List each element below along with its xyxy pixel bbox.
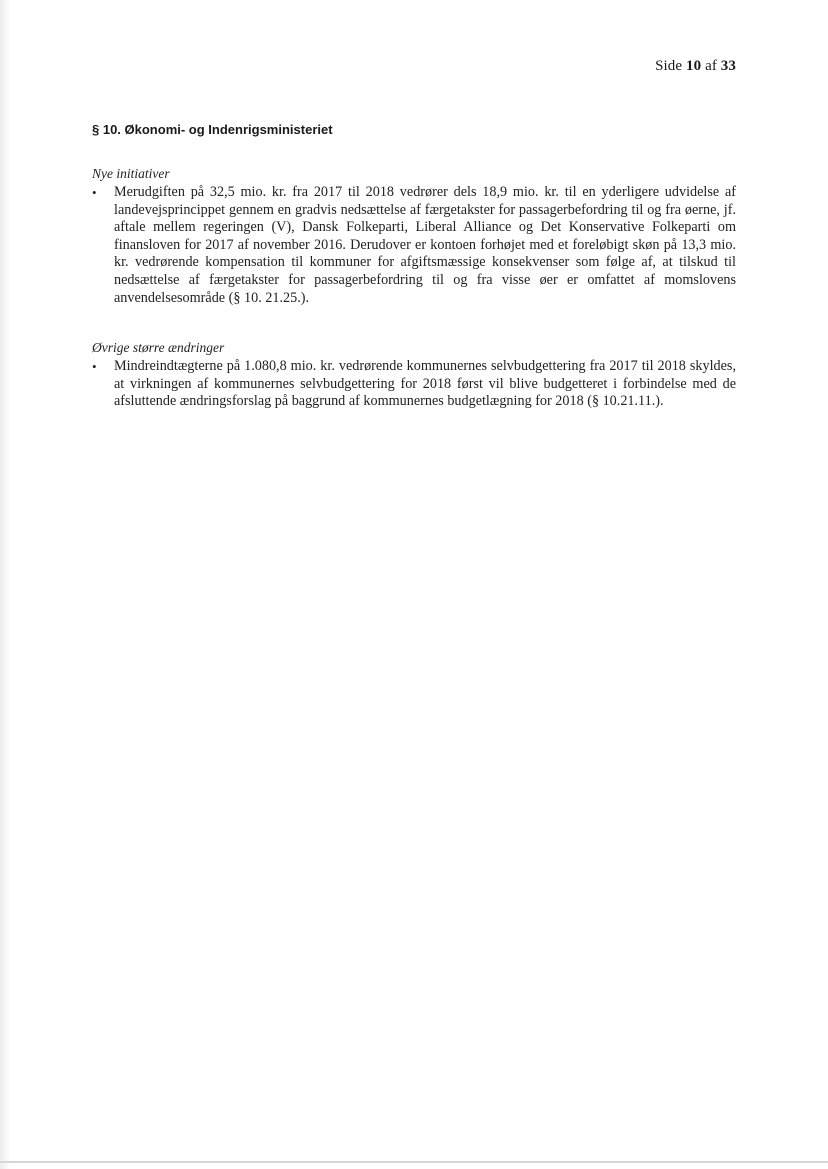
page-header — [655, 58, 736, 75]
list-item — [92, 358, 736, 411]
subheading-new-initiatives: Nye initiativer — [92, 166, 170, 181]
page-label: Side — [655, 58, 683, 74]
bullet-icon: • — [92, 359, 97, 374]
page-number: 10 — [686, 58, 702, 74]
paragraph-text: Merudgiften på 32,5 mio. kr. fra 2017 til 2018 vedrører dels 18,9 mio. kr. til en yderligere udvidelse af landevejsprincippet gennem en gradvis nedsættelse af færgetakster for passagerbefordring til og fra øerne, jf. aftale mellem regeringen (V), Dansk Folkeparti, Liberal Alliance og Det Konservative Folkeparti om finansloven for 2017 af november 2016. Derudover er kontoen forhøjet med et foreløbigt skøn på 13,3 mio. kr. vedrørende kompensation til kommuner for afgiftsmæssige konsekvenser som følge af, at tilskud til nedsættelse af færgetakster for passagerbefordring til og fra visse øer er omfattet af momslovens anvendelsesområde (§ 10. 21.25.). — [114, 184, 736, 306]
group-new-initiatives — [92, 166, 736, 307]
bullet-icon: • — [92, 185, 97, 200]
list-item — [92, 184, 736, 307]
page-of-label: af — [705, 58, 717, 74]
page-bottom-edge — [0, 1161, 828, 1163]
group-other-changes — [92, 340, 736, 411]
subheading-other-changes: Øvrige større ændringer — [92, 340, 225, 355]
page-total: 33 — [720, 58, 736, 74]
section-title: § 10. Økonomi- og Indenrigsministeriet — [92, 122, 333, 137]
page-edge-shadow — [0, 0, 10, 1169]
paragraph-text: Mindreindtægterne på 1.080,8 mio. kr. vedrørende kommunernes selvbudgettering fra 2017 til 2018 skyldes, at virkningen af kommunernes selvbudgettering for 2018 først vil blive budgetteret i forbindelse med de afsluttende ændringsforslag på baggrund af kommunernes budgetlægning for 2018 (§ 10.21.11.). — [114, 358, 736, 410]
